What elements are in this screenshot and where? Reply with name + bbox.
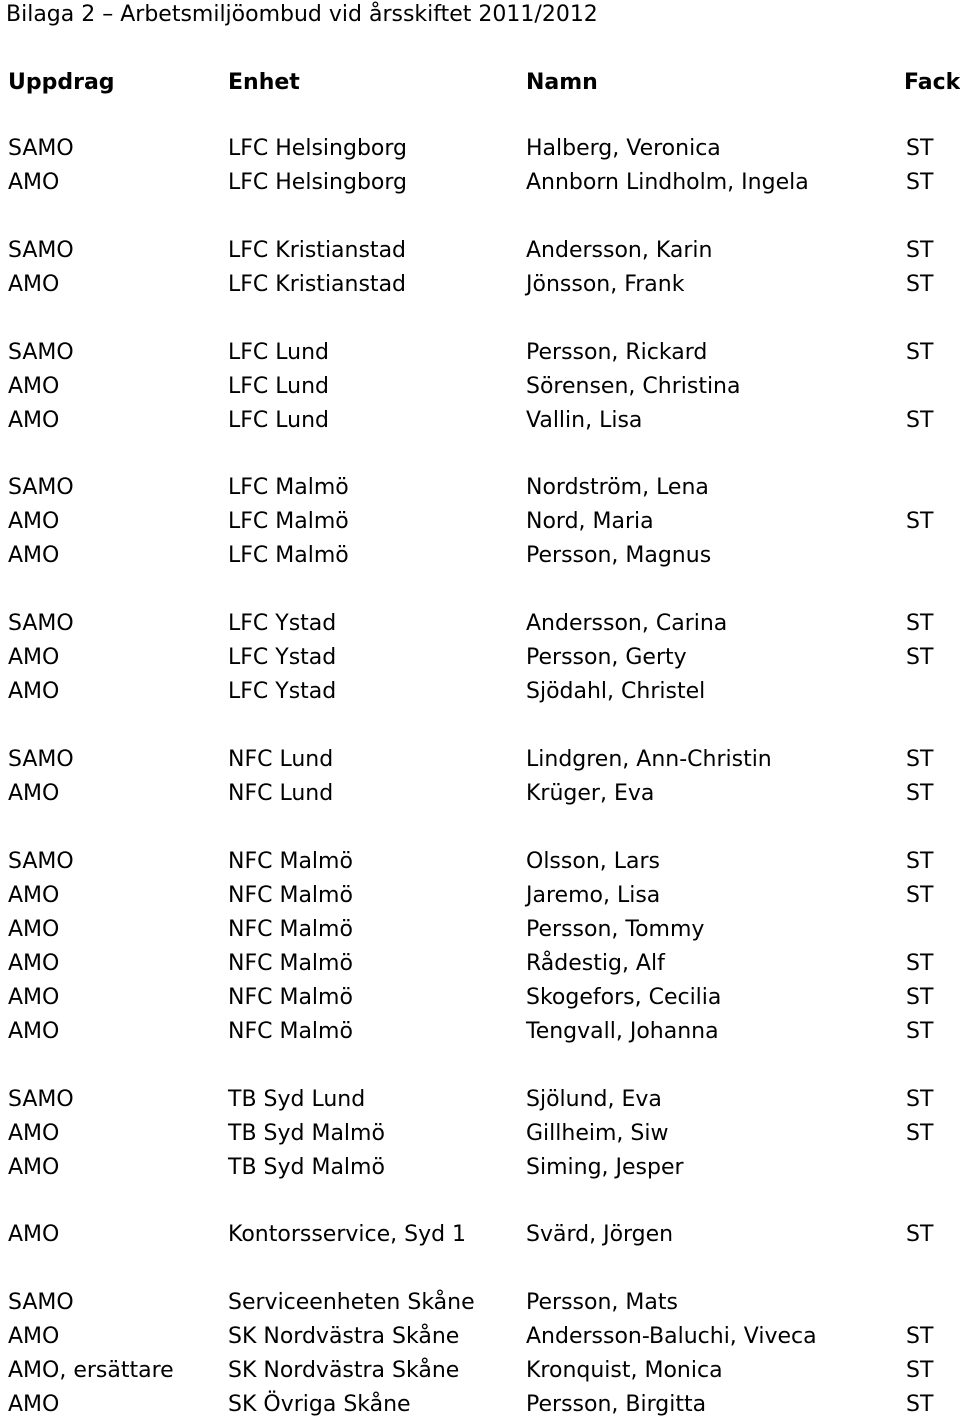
table-group bbox=[0, 609, 960, 711]
cell-fack: ST bbox=[906, 509, 934, 535]
cell-enhet: NFC Malmö bbox=[228, 882, 353, 908]
cell-namn: Svärd, Jörgen bbox=[526, 1222, 674, 1248]
cell-namn: Jönsson, Frank bbox=[526, 271, 685, 297]
table-row bbox=[0, 1119, 960, 1153]
cell-enhet: Kontorsservice, Syd 1 bbox=[228, 1222, 467, 1248]
header-fack: Fack bbox=[904, 70, 960, 95]
cell-uppdrag: SAMO bbox=[8, 339, 74, 365]
table-group bbox=[0, 1288, 960, 1424]
cell-fack: ST bbox=[906, 1358, 934, 1384]
cell-fack: ST bbox=[906, 780, 934, 806]
group-divider bbox=[0, 1254, 960, 1288]
cell-uppdrag: AMO bbox=[8, 1392, 60, 1418]
cell-enhet: LFC Kristianstad bbox=[228, 237, 407, 263]
cell-fack: ST bbox=[906, 1324, 934, 1350]
table-row bbox=[0, 779, 960, 813]
cell-enhet: LFC Lund bbox=[228, 339, 329, 365]
table-row bbox=[0, 134, 960, 168]
table-row bbox=[0, 236, 960, 270]
cell-namn: Annborn Lindholm, Ingela bbox=[526, 170, 809, 195]
cell-enhet: NFC Malmö bbox=[228, 848, 353, 874]
cell-namn: Gillheim, Siw bbox=[526, 1120, 669, 1146]
cell-namn: Sjödahl, Christel bbox=[526, 679, 706, 705]
header-enhet: Enhet bbox=[228, 70, 300, 95]
table-row bbox=[0, 983, 960, 1017]
table-row bbox=[0, 270, 960, 304]
cell-uppdrag: AMO bbox=[8, 1120, 60, 1146]
cell-namn: Persson, Birgitta bbox=[526, 1392, 707, 1418]
cell-namn: Siming, Jesper bbox=[526, 1154, 684, 1180]
table-row bbox=[0, 1390, 960, 1424]
cell-enhet: LFC Malmö bbox=[228, 509, 349, 535]
cell-fack: ST bbox=[906, 611, 934, 637]
cell-enhet: LFC Malmö bbox=[228, 543, 349, 569]
header-namn: Namn bbox=[526, 70, 598, 95]
cell-namn: Andersson-Baluchi, Viveca bbox=[526, 1324, 817, 1350]
table-row bbox=[0, 541, 960, 575]
cell-enhet: NFC Lund bbox=[228, 746, 334, 772]
header-uppdrag: Uppdrag bbox=[8, 70, 115, 95]
cell-uppdrag: AMO bbox=[8, 950, 60, 976]
cell-namn: Persson, Magnus bbox=[526, 543, 712, 569]
cell-fack: ST bbox=[906, 882, 934, 908]
table-row bbox=[0, 1085, 960, 1119]
cell-namn: Kronquist, Monica bbox=[526, 1358, 723, 1384]
cell-namn: Nord, Maria bbox=[526, 509, 654, 535]
cell-namn: Jaremo, Lisa bbox=[526, 882, 661, 908]
cell-enhet: SK Nordvästra Skåne bbox=[228, 1324, 460, 1350]
cell-fack: ST bbox=[906, 645, 934, 671]
group-divider bbox=[0, 813, 960, 847]
cell-enhet: LFC Ystad bbox=[228, 645, 337, 671]
cell-uppdrag: SAMO bbox=[8, 1290, 74, 1316]
cell-uppdrag: AMO bbox=[8, 984, 60, 1010]
cell-fack: ST bbox=[906, 746, 934, 772]
cell-namn: Olsson, Lars bbox=[526, 848, 660, 874]
cell-enhet: Serviceenheten Skåne bbox=[228, 1290, 475, 1316]
cell-namn: Persson, Tommy bbox=[526, 916, 705, 942]
cell-enhet: LFC Kristianstad bbox=[228, 271, 407, 297]
cell-uppdrag: AMO bbox=[8, 271, 60, 297]
cell-namn: Halberg, Veronica bbox=[526, 136, 721, 161]
cell-uppdrag: AMO bbox=[8, 679, 60, 705]
table-row bbox=[0, 1017, 960, 1051]
cell-uppdrag: AMO bbox=[8, 1154, 60, 1180]
cell-enhet: TB Syd Lund bbox=[228, 1086, 366, 1112]
table-row bbox=[0, 609, 960, 643]
cell-namn: Lindgren, Ann-Christin bbox=[526, 746, 772, 772]
table-row bbox=[0, 1288, 960, 1322]
cell-enhet: TB Syd Malmö bbox=[228, 1154, 385, 1180]
cell-namn: Andersson, Carina bbox=[526, 611, 728, 637]
cell-enhet: LFC Helsingborg bbox=[228, 170, 407, 195]
table-row bbox=[0, 372, 960, 406]
table-row bbox=[0, 406, 960, 440]
cell-fack: ST bbox=[906, 984, 934, 1010]
cell-uppdrag: AMO bbox=[8, 509, 60, 535]
cell-enhet: LFC Malmö bbox=[228, 475, 349, 501]
cell-fack: ST bbox=[906, 237, 934, 263]
cell-uppdrag: SAMO bbox=[8, 746, 74, 772]
cell-uppdrag: AMO bbox=[8, 1324, 60, 1350]
table-row bbox=[0, 643, 960, 677]
cell-enhet: TB Syd Malmö bbox=[228, 1120, 385, 1146]
cell-fack: ST bbox=[906, 1392, 934, 1418]
cell-fack: ST bbox=[906, 271, 934, 297]
group-divider bbox=[0, 440, 960, 474]
cell-uppdrag: SAMO bbox=[8, 237, 74, 263]
table-group bbox=[0, 1085, 960, 1187]
table-row bbox=[0, 915, 960, 949]
group-divider bbox=[0, 202, 960, 236]
group-divider bbox=[0, 711, 960, 745]
table-row bbox=[0, 745, 960, 779]
table-row bbox=[0, 1322, 960, 1356]
cell-enhet: NFC Malmö bbox=[228, 916, 353, 942]
cell-fack: ST bbox=[906, 1018, 934, 1044]
cell-enhet: LFC Lund bbox=[228, 407, 329, 433]
cell-uppdrag: AMO bbox=[8, 645, 60, 671]
cell-enhet: LFC Ystad bbox=[228, 679, 337, 705]
cell-fack: ST bbox=[906, 170, 934, 195]
cell-enhet: LFC Lund bbox=[228, 373, 329, 399]
cell-uppdrag: AMO, ersättare bbox=[8, 1358, 174, 1384]
table-row bbox=[0, 1153, 960, 1187]
cell-uppdrag: AMO bbox=[8, 882, 60, 908]
table-group bbox=[0, 236, 960, 304]
cell-uppdrag: AMO bbox=[8, 780, 60, 806]
cell-namn: Vallin, Lisa bbox=[526, 407, 643, 433]
table-row bbox=[0, 338, 960, 372]
table-group bbox=[0, 338, 960, 440]
group-divider bbox=[0, 1187, 960, 1221]
cell-enhet: LFC Ystad bbox=[228, 611, 337, 637]
table-row bbox=[0, 1356, 960, 1390]
table-row bbox=[0, 847, 960, 881]
cell-namn: Sörensen, Christina bbox=[526, 373, 741, 399]
cell-uppdrag: SAMO bbox=[8, 475, 74, 501]
cell-namn: Persson, Rickard bbox=[526, 339, 708, 365]
cell-uppdrag: SAMO bbox=[8, 136, 74, 161]
cell-uppdrag: AMO bbox=[8, 916, 60, 942]
cell-uppdrag: AMO bbox=[8, 1222, 60, 1248]
cell-enhet: NFC Lund bbox=[228, 780, 334, 806]
cell-namn: Krüger, Eva bbox=[526, 780, 655, 806]
page-title: Bilaga 2 – Arbetsmiljöombud vid årsskiftet 2011/2012 bbox=[6, 2, 598, 27]
cell-namn: Persson, Mats bbox=[526, 1290, 678, 1316]
cell-uppdrag: SAMO bbox=[8, 848, 74, 874]
table-group bbox=[0, 745, 960, 813]
cell-fack: ST bbox=[906, 1120, 934, 1146]
cell-namn: Andersson, Karin bbox=[526, 237, 713, 263]
table-group bbox=[0, 134, 960, 202]
cell-enhet: LFC Helsingborg bbox=[228, 136, 407, 161]
cell-namn: Sjölund, Eva bbox=[526, 1086, 662, 1112]
table-row bbox=[0, 507, 960, 541]
cell-uppdrag: AMO bbox=[8, 373, 60, 399]
table-header bbox=[0, 68, 960, 98]
cell-fack: ST bbox=[906, 1086, 934, 1112]
table-row bbox=[0, 677, 960, 711]
cell-uppdrag: SAMO bbox=[8, 1086, 74, 1112]
cell-namn: Persson, Gerty bbox=[526, 645, 687, 671]
cell-fack: ST bbox=[906, 1222, 934, 1248]
table-row bbox=[0, 1220, 960, 1254]
table-group bbox=[0, 847, 960, 1051]
cell-namn: Rådestig, Alf bbox=[526, 950, 665, 976]
cell-uppdrag: AMO bbox=[8, 407, 60, 433]
group-divider bbox=[0, 1051, 960, 1085]
group-divider bbox=[0, 304, 960, 338]
cell-uppdrag: AMO bbox=[8, 1018, 60, 1044]
cell-enhet: SK Nordvästra Skåne bbox=[228, 1358, 460, 1384]
cell-uppdrag: AMO bbox=[8, 170, 60, 195]
cell-uppdrag: SAMO bbox=[8, 611, 74, 637]
table-row bbox=[0, 881, 960, 915]
group-divider bbox=[0, 575, 960, 609]
cell-namn: Skogefors, Cecilia bbox=[526, 984, 722, 1010]
cell-fack: ST bbox=[906, 407, 934, 433]
cell-uppdrag: AMO bbox=[8, 543, 60, 569]
table-group bbox=[0, 1220, 960, 1254]
cell-enhet: NFC Malmö bbox=[228, 1018, 353, 1044]
table-row bbox=[0, 473, 960, 507]
cell-fack: ST bbox=[906, 136, 934, 161]
table-body bbox=[0, 134, 960, 1424]
cell-fack: ST bbox=[906, 339, 934, 365]
cell-fack: ST bbox=[906, 950, 934, 976]
table-row bbox=[0, 949, 960, 983]
cell-enhet: NFC Malmö bbox=[228, 984, 353, 1010]
cell-enhet: SK Övriga Skåne bbox=[228, 1392, 411, 1418]
table-row bbox=[0, 168, 960, 202]
cell-fack: ST bbox=[906, 848, 934, 874]
table-group bbox=[0, 473, 960, 575]
cell-enhet: NFC Malmö bbox=[228, 950, 353, 976]
cell-namn: Tengvall, Johanna bbox=[526, 1018, 719, 1044]
cell-namn: Nordström, Lena bbox=[526, 475, 709, 501]
